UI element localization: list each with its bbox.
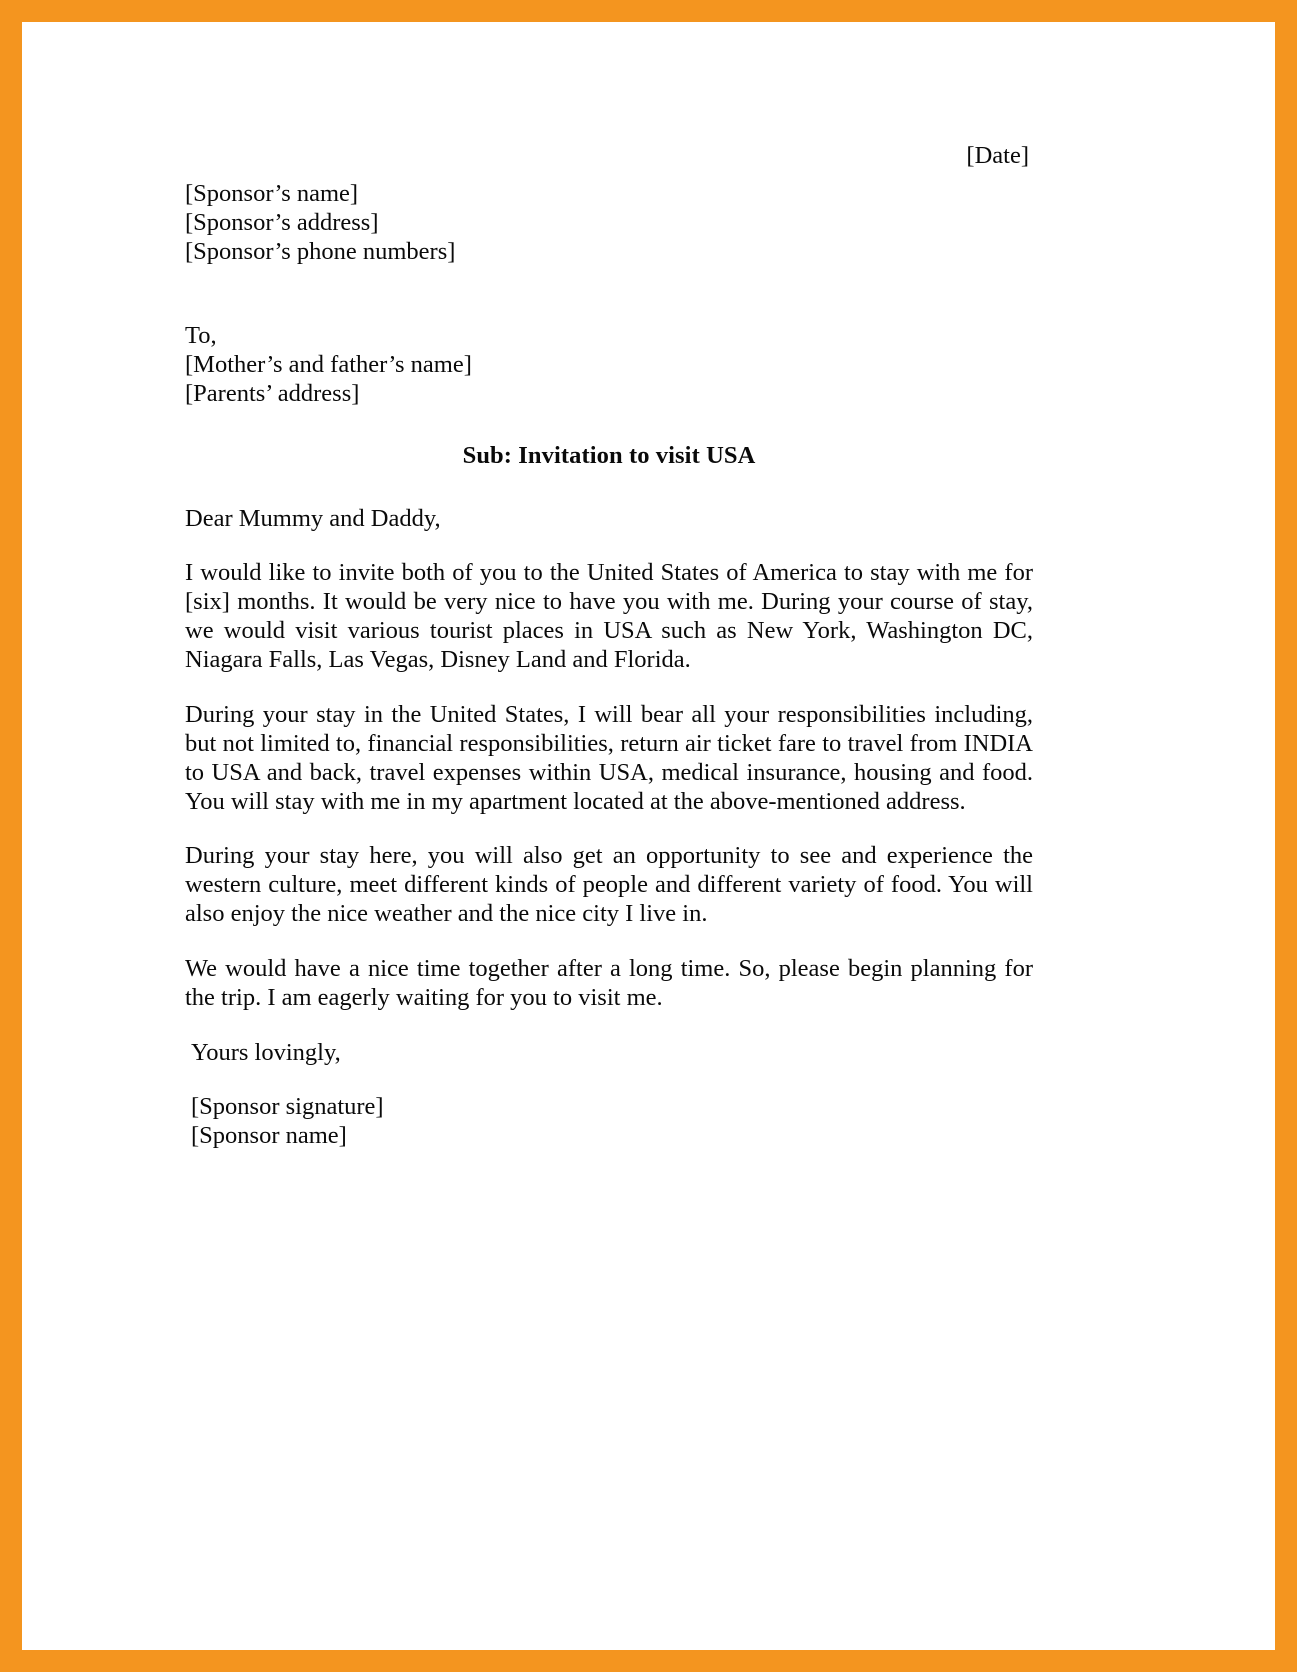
recipient-name-line: [Mother’s and father’s name] bbox=[185, 351, 472, 379]
signer-name-line: [Sponsor name] bbox=[191, 1122, 347, 1149]
sender-name-line: [Sponsor’s name] bbox=[185, 180, 359, 208]
spacer-before-subject bbox=[185, 408, 1033, 442]
spacer-before-salutation bbox=[185, 471, 1033, 505]
body-paragraph-3: During your stay here, you will also get an opportunity to see and experience the western culture, meet different kinds of people and different variety of food. You will also enjoy the nice weather and the nice city I live in. bbox=[185, 842, 1033, 928]
spacer-before-signature bbox=[185, 1067, 1033, 1093]
sender-phone-line: [Sponsor’s phone numbers] bbox=[185, 237, 456, 265]
closing-line: Yours lovingly, bbox=[191, 1038, 341, 1066]
body-paragraph-2: During your stay in the United States, I will bear all your responsibilities including, but not limited to, financial responsibilities, return air ticket fare to travel from INDIA to USA and back, travel expenses within USA, medical insurance, housing and food. You will stay with me in my apartment located at the above-mentioned address. bbox=[185, 700, 1033, 815]
signature-placeholder-line: [Sponsor signature] bbox=[191, 1093, 384, 1121]
spacer-before-para-1 bbox=[185, 533, 1033, 559]
signature-block bbox=[185, 1093, 1033, 1150]
spacer-before-para-2 bbox=[185, 675, 1033, 701]
body-paragraph-1: I would like to invite both of you to the United States of America to stay with me for [six] months. It would be very nice to have you with me. During your course of stay, we would visit various tourist places in USA such as New York, Washington DC, Niagara Falls, Las Vegas, Disney Land and Florida. bbox=[185, 559, 1033, 673]
paper-sheet bbox=[22, 22, 1275, 1650]
spacer-after-sender bbox=[185, 266, 1033, 322]
sender-address-block bbox=[185, 180, 1033, 266]
spacer-before-para-3 bbox=[185, 816, 1033, 842]
body-paragraph-4: We would have a nice time together after a long time. So, please begin planning for the trip. I am eagerly waiting for you to visit me. bbox=[185, 955, 1033, 1012]
recipient-address-block bbox=[185, 322, 1033, 408]
spacer-before-para-4 bbox=[185, 929, 1033, 955]
date-line: [Date] bbox=[966, 142, 1029, 169]
recipient-address-line: [Parents’ address] bbox=[185, 379, 360, 407]
recipient-to-label: To, bbox=[185, 322, 217, 350]
letter-content bbox=[185, 142, 1033, 1151]
subject-line: Sub: Invitation to visit USA bbox=[462, 442, 756, 470]
spacer-before-closing bbox=[185, 1013, 1033, 1039]
sender-address-line: [Sponsor’s address] bbox=[185, 209, 379, 237]
salutation-line: Dear Mummy and Daddy, bbox=[185, 504, 441, 532]
